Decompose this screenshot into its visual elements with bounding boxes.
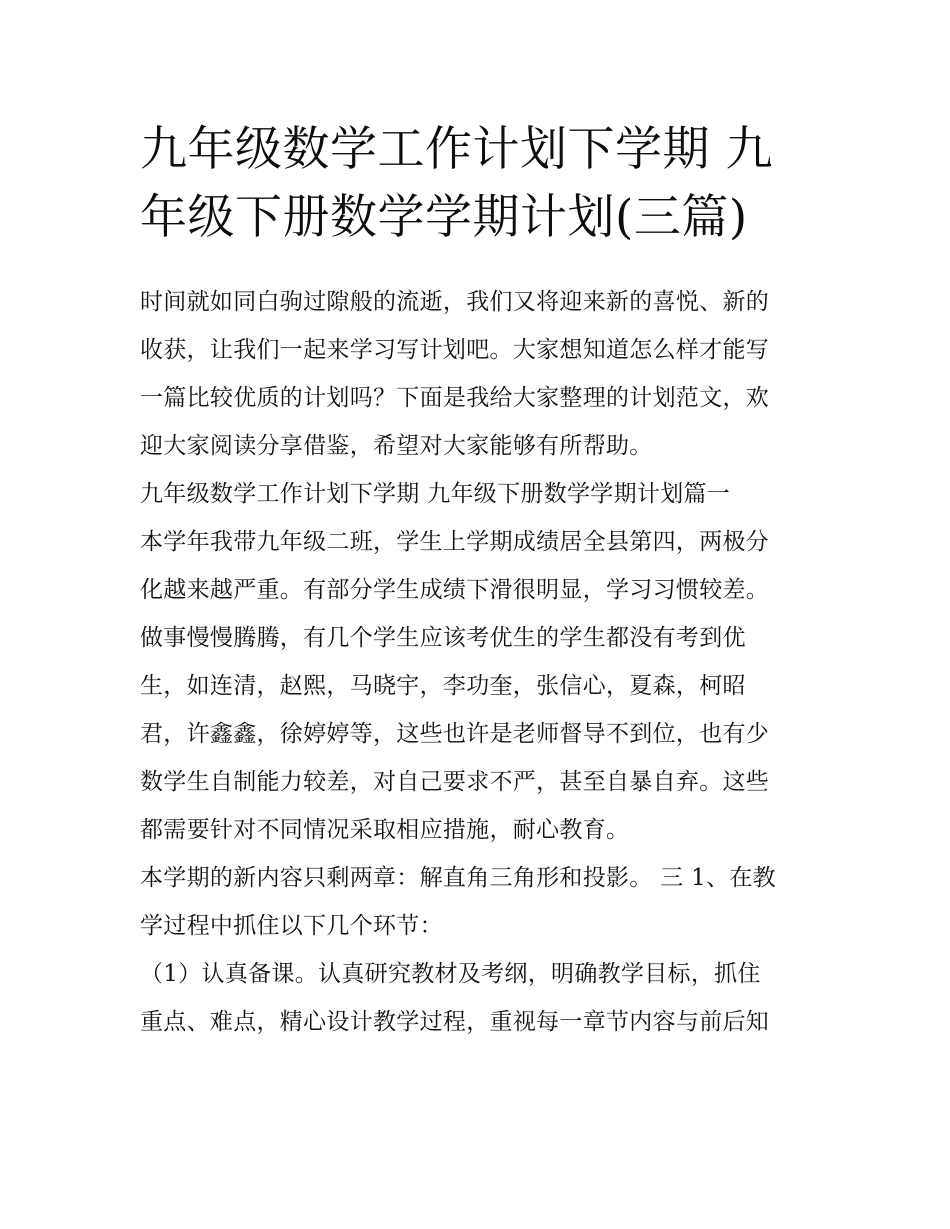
body-line: 迎大家阅读分享借鉴，希望对大家能够有所帮助。 [140,433,653,459]
title-line-1: 九年级数学工作计划下学期 九 [140,122,773,177]
section-heading: 九年级数学工作计划下学期 九年级下册数学学期计划篇一 [140,481,731,507]
body-line: 本学年我带九年级二班，学生上学期成绩居全县第四，两极分 [140,529,770,555]
body-line: 数学生自制能力较差，对自己要求不严，甚至自暴自弃。这些 [140,769,770,795]
document-body [140,278,812,1046]
title-line-2: 年级下册数学学期计划(三篇) [140,190,748,245]
body-line: 都需要针对不同情况采取相应措施，耐心教育。 [140,817,630,843]
body-line: 做事慢慢腾腾，有几个学生应该考优生的学生都没有考到优 [140,625,746,651]
body-line: 一篇比较优质的计划吗？下面是我给大家整理的计划范文，欢 [140,385,770,411]
document-title [140,116,820,252]
body-line: 重点、难点，精心设计教学过程，重视每一章节内容与前后知 [140,1009,770,1035]
body-line: 化越来越严重。有部分学生成绩下滑很明显，学习习惯较差。 [140,577,770,603]
body-line: 本学期的新内容只剩两章：解直角三角形和投影。 三 1、在教 [140,865,776,891]
body-line: 时间就如同白驹过隙般的流逝，我们又将迎来新的喜悦、新的 [140,289,770,315]
body-line: 君，许鑫鑫，徐婷婷等，这些也许是老师督导不到位，也有少 [140,721,770,747]
body-line: （1）认真备课。认真研究教材及考纲，明确教学目标，抓住 [140,961,761,987]
body-line: 学过程中抓住以下几个环节： [140,913,443,939]
body-line: 生，如连清，赵熙，马晓宇，李功奎，张信心，夏森，柯昭 [140,673,746,699]
body-line: 收获，让我们一起来学习写计划吧。大家想知道怎么样才能写 [140,337,770,363]
